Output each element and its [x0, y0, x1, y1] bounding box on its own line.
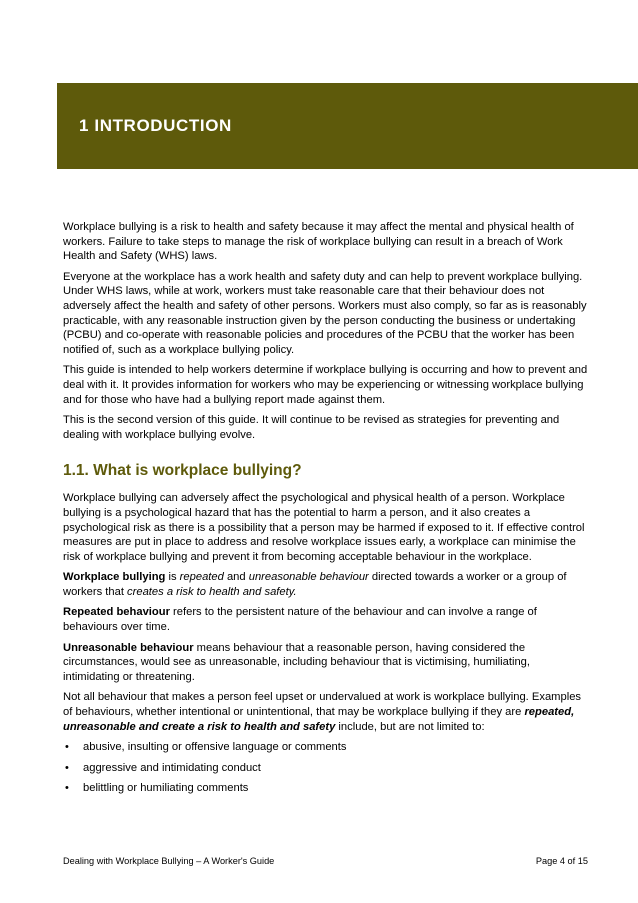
definition-paragraph: Workplace bullying is repeated and unreasonable behaviour directed towards a worker or a group of workers that creates a risk to health and safety. [63, 571, 567, 598]
emphasis-unreasonable: unreasonable behaviour [248, 571, 369, 584]
section-heading: 1.1. What is workplace bullying? [63, 462, 302, 480]
bullet-icon: • [65, 741, 69, 754]
page-content [63, 220, 588, 802]
unreasonable-behaviour-paragraph: Unreasonable behaviour means behaviour that a reasonable person, having considered the circumstances, would see as unreasonable, including behaviour that is victimising, humiliating, intimidating or threatening. [63, 641, 531, 683]
list-item: • abusive, insulting or offensive language or comments [65, 741, 347, 754]
bullet-icon: • [65, 761, 69, 774]
page-footer [63, 856, 588, 866]
intro-paragraph-3: This guide is intended to help workers determine if workplace bullying is occurring and how to prevent and deal with it. It provides information for workers who may be experiencing or witnessing workplace bullying and for those who have had a bullying report made against them. [63, 364, 588, 406]
list-item: • belittling or humiliating comments [65, 782, 249, 795]
repeated-behaviour-term: Repeated behaviour [63, 606, 170, 619]
intro-paragraph-1: Workplace bullying is a risk to health and safety because it may affect the mental and physical health of workers. Failure to take steps to manage the risk of workplace bullying can result in a breach of Work Health and Safety (WHS) laws. [63, 221, 574, 263]
intro-paragraph-4: This is the second version of this guide. It will continue to be revised as strategies for preventing and dealing with workplace bullying evolve. [63, 414, 560, 441]
chapter-banner [57, 83, 638, 169]
repeated-behaviour-paragraph: Repeated behaviour refers to the persistent nature of the behaviour and can involve a range of behaviours over time. [63, 606, 537, 634]
bullet-icon: • [65, 782, 69, 795]
chapter-title: 1 INTRODUCTION [79, 116, 232, 135]
footer-document-title: Dealing with Workplace Bullying – A Worker's Guide [63, 856, 275, 866]
section-paragraph-1: Workplace bullying can adversely affect the psychological and physical health of a person. Workplace bullying is a psychological hazard that has the potential to harm a person, and it also creates a psychological risk as there is a possibility that a person may be harmed if exposed to it. If effective control measures are put in place to address and resolve workplace issues early, a workplace can minimise the risk of workplace bullying and prevent it from becoming acceptable behaviour in the workplace. [63, 492, 585, 563]
unreasonable-behaviour-term: Unreasonable behaviour [63, 641, 194, 654]
not-all-behaviour-paragraph: Not all behaviour that makes a person feel upset or undervalued at work is workplace bullying. Examples of behaviours, whether intentional or unintentional, that may be workplace bullying if they are repeated, unreasonable and create a risk to health and safety include, but are not limited to: [63, 691, 582, 733]
footer-page-number: Page 4 of 15 [535, 856, 588, 866]
emphasis-criteria: repeated, unreasonable and create a risk to health and safety [63, 706, 575, 733]
intro-paragraph-2: Everyone at the workplace has a work health and safety duty and can help to prevent workplace bullying. Under WHS laws, while at work, workers must take reasonable care that their behaviour does not adversely affect the health and safety of other persons. Workers must also comply, so far as is reasonably practicable, with any reasonable instruction given by the person conducting the business or undertaking (PCBU) and co-operate with reasonable policies and procedures of the PCBU that the worker has been notified of, such as a workplace bullying policy. [63, 270, 587, 356]
definition-term: Workplace bullying [63, 571, 166, 584]
examples-list [63, 740, 588, 796]
list-item: • aggressive and intimidating conduct [65, 761, 261, 774]
emphasis-repeated: repeated [179, 571, 224, 584]
emphasis-risk: creates a risk to health and safety. [127, 585, 297, 598]
